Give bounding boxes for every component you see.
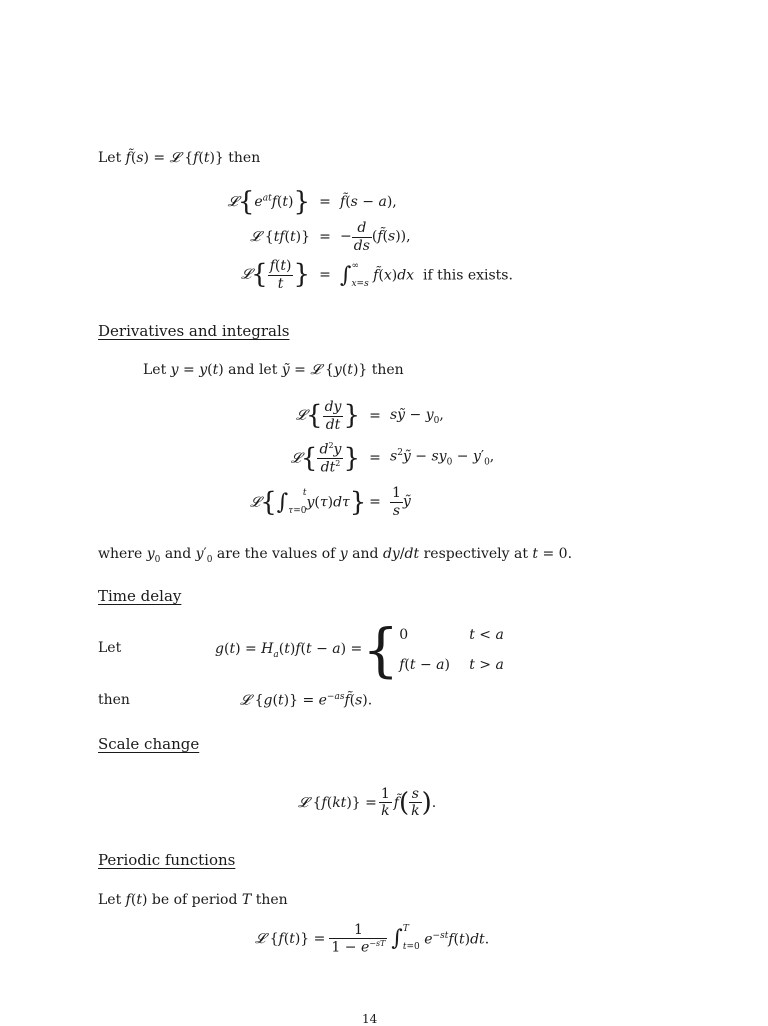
rule-t-divide: 𝓛{ $\frac{f(t)}{t}$ } = ∫∞ x=s f̃(x)dx if this exists.: [240, 258, 513, 292]
page-number: 14: [362, 1012, 378, 1026]
section-title-scale-change: Scale change: [98, 735, 200, 753]
section-title-periodic: Periodic functions: [98, 851, 236, 869]
time-delay-definition: $g(t) = H_a(t)f(t - a)$ = { 0 t < a f(t − a) t > a: [215, 616, 504, 684]
intro-line: Let f̃(s) = 𝓛 {f(t)} then: [98, 150, 261, 166]
time-delay-then: then: [98, 692, 130, 708]
scale-change-formula: 𝓛 {f(kt)} = $\frac{1}{k}$ f̃ ( $\frac{s}{k}$ ) .: [298, 786, 437, 820]
periodic-formula: 𝓛 {f(t)} = $\frac{1}{1 - e^{-sT}}$ ∫ T t=0 $e^{-st}f(t)dt$.: [255, 922, 490, 956]
derivatives-intro: Let y = y(t) and let ỹ = 𝓛 {y(t)} then: [143, 362, 404, 378]
rule-second-derivative: 𝓛{ $\frac{d^2y}{dt^2}$ } = $s^2ỹ - sy_0 - y'_0$,: [290, 440, 495, 476]
periodic-intro: Let f(t) be of period T then: [98, 892, 288, 908]
time-delay-result: 𝓛 $\{g(t)\} = e^{-as}f̃(s)$.: [240, 692, 373, 709]
derivatives-footer: where $y_0$ and $y'_0$ are the values of y and dy/dt respectively at t = 0.: [98, 546, 573, 565]
time-delay-let: Let: [98, 640, 122, 656]
rule-first-derivative: 𝓛{ $\frac{dy}{dt}$ } = sỹ − $y_0$,: [295, 399, 444, 433]
rule-t-multiply: 𝓛 {tf(t)} = − $\frac{d}{ds}$ (f̃(s)),: [250, 220, 411, 254]
rule-exp-shift: $𝓛\{e^{at}f(t)\}$ = f̃(s − a),: [227, 187, 397, 217]
section-title-derivatives: Derivatives and integrals: [98, 322, 290, 340]
rule-integral: 𝓛{∫ t τ=0y(τ)dτ} = $\frac{1}{s}$ ỹ: [250, 485, 411, 519]
section-title-time-delay: Time delay: [98, 587, 182, 605]
